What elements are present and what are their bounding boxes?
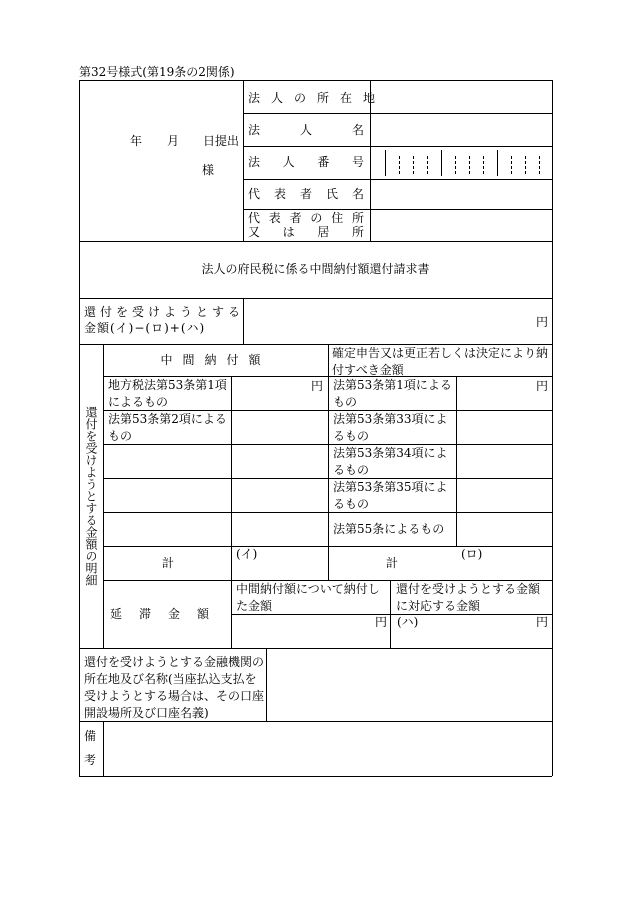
right-row-1-value[interactable] xyxy=(457,393,551,410)
right-row-2-value[interactable] xyxy=(457,411,551,444)
document-title: 法人の府民税に係る中間納付額還付請求書 xyxy=(201,262,430,276)
right-row-3-label: 法第53条第34項によるもの xyxy=(333,446,448,477)
total-left-label: 計 xyxy=(162,556,175,570)
right-row-1-unit: 円 xyxy=(536,379,549,393)
remarks-field[interactable] xyxy=(105,723,550,774)
delay-refund-header: 還付を受けようとする金額に対応する金額 xyxy=(396,582,541,613)
delay-label: 延滞金額 xyxy=(110,607,227,621)
left-row-4-value[interactable] xyxy=(232,479,327,512)
delay-paid-header: 中間納付額について納付した金額 xyxy=(236,582,380,613)
final-header: 確定申告又は更正若しくは決定により納付すべき金額 xyxy=(332,346,549,377)
delay-refund-mark: (ハ) xyxy=(397,615,419,629)
left-row-5-label[interactable] xyxy=(104,513,230,546)
delay-refund-unit: 円 xyxy=(536,615,549,629)
left-row-1-unit: 円 xyxy=(311,379,324,393)
left-row-3-value[interactable] xyxy=(232,445,327,478)
frame-top xyxy=(79,80,552,81)
remarks-label-1: 備 xyxy=(84,729,97,743)
left-row-1-label: 地方税法第53条第1項によるもの xyxy=(108,378,227,409)
left-row-5-value[interactable] xyxy=(232,513,327,546)
frame-right xyxy=(552,80,553,776)
total-left-mark: (イ) xyxy=(236,547,258,561)
frame-bottom xyxy=(79,776,552,777)
left-row-3-label[interactable] xyxy=(104,445,230,478)
form-label: 第32号様式(第19条の2関係) xyxy=(79,65,235,79)
interim-header: 中間納付額 xyxy=(160,353,271,367)
right-row-5-value[interactable] xyxy=(457,513,551,546)
frame-left xyxy=(79,80,80,776)
right-row-5-label: 法第55条によるもの xyxy=(333,522,445,536)
left-row-4-label[interactable] xyxy=(104,479,230,512)
right-row-4-label: 法第53条第35項によるもの xyxy=(333,480,448,511)
details-side-label: 還付を受けようとする金額の明細 xyxy=(84,406,98,586)
total-right-label: 計 xyxy=(386,556,399,570)
month-label: 月 xyxy=(167,134,180,148)
left-row-1-value[interactable] xyxy=(232,377,327,410)
left-row-2-value[interactable] xyxy=(232,411,327,444)
right-row-4-value[interactable] xyxy=(457,479,551,512)
delay-paid-unit: 円 xyxy=(375,615,388,629)
bank-label: 還付を受けようとする金融機関の所在地及び名称(当座払込支払を受けようとする場合は、その口座開設場所及び口座名義) xyxy=(84,655,265,720)
remarks-label-2: 考 xyxy=(84,753,97,767)
right-row-2-label: 法第53条第33項によるもの xyxy=(333,412,448,443)
refund-amount-label-2: 金額(イ)−(ロ)+(ハ) xyxy=(84,321,206,335)
right-row-1-label: 法第53条第1項によるもの xyxy=(333,378,452,409)
sama-label: 様 xyxy=(202,163,215,177)
day-submitted-label: 日提出 xyxy=(203,134,240,148)
refund-amount-label-1: 還付を受けようとする xyxy=(84,305,245,319)
address-label: 法人の所在地 xyxy=(248,91,387,105)
refund-amount-unit: 円 xyxy=(536,315,549,329)
total-right-mark: (ロ) xyxy=(461,547,483,561)
left-row-2-label: 法第53条第2項によるもの xyxy=(108,412,227,443)
year-label: 年 xyxy=(130,134,143,148)
bank-field[interactable] xyxy=(268,650,550,719)
right-row-3-value[interactable] xyxy=(457,445,551,478)
